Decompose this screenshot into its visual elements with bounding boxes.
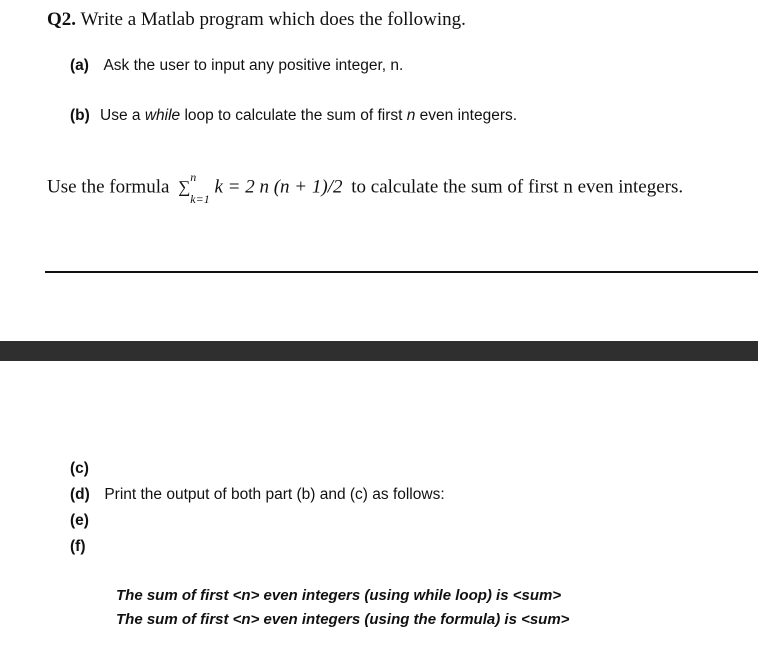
formula-k: k bbox=[214, 176, 223, 198]
part-a bbox=[70, 57, 403, 75]
formula-sentence bbox=[47, 170, 684, 207]
formula-after: to calculate the sum of first n even integers. bbox=[351, 176, 684, 198]
part-b-text-middle: loop to calculate the sum of first bbox=[180, 107, 407, 124]
part-d-label: (d) bbox=[70, 486, 90, 503]
part-b-text-before: Use a bbox=[100, 107, 145, 124]
part-b-label: (b) bbox=[70, 107, 90, 124]
part-e bbox=[70, 512, 100, 530]
summation-formula bbox=[178, 170, 343, 207]
part-b-text-after: even integers. bbox=[415, 107, 518, 124]
part-f bbox=[70, 538, 100, 556]
part-a-label: (a) bbox=[70, 57, 89, 74]
question-number: Q2. bbox=[47, 9, 77, 30]
output-line-while: The sum of first <n> even integers (using while loop) is <sum> bbox=[116, 587, 562, 604]
formula-before: Use the formula bbox=[47, 176, 170, 198]
part-c bbox=[70, 460, 100, 478]
part-b-while: while bbox=[144, 107, 181, 124]
sum-upper-limit: n bbox=[190, 170, 197, 184]
part-d-text: Print the output of both part (b) and (c) as follows: bbox=[104, 486, 445, 503]
question-text: Write a Matlab program which does the following. bbox=[80, 9, 466, 30]
sigma-symbol: ∑ bbox=[178, 177, 191, 197]
horizontal-rule bbox=[45, 271, 758, 273]
part-d bbox=[70, 486, 445, 504]
part-a-text: Ask the user to input any positive integer, n. bbox=[103, 57, 404, 74]
part-c-label: (c) bbox=[70, 460, 89, 477]
part-f-label: (f) bbox=[70, 538, 86, 555]
output-line-formula: The sum of first <n> even integers (using the formula) is <sum> bbox=[116, 611, 570, 628]
part-e-label: (e) bbox=[70, 512, 89, 529]
part-b-n: n bbox=[406, 107, 416, 124]
dark-separator-band bbox=[0, 341, 758, 361]
question-title bbox=[47, 9, 466, 31]
part-b bbox=[70, 107, 517, 125]
sum-lower-limit: k=1 bbox=[190, 192, 210, 207]
formula-expression: = 2 n (n + 1)/2 bbox=[222, 176, 343, 198]
